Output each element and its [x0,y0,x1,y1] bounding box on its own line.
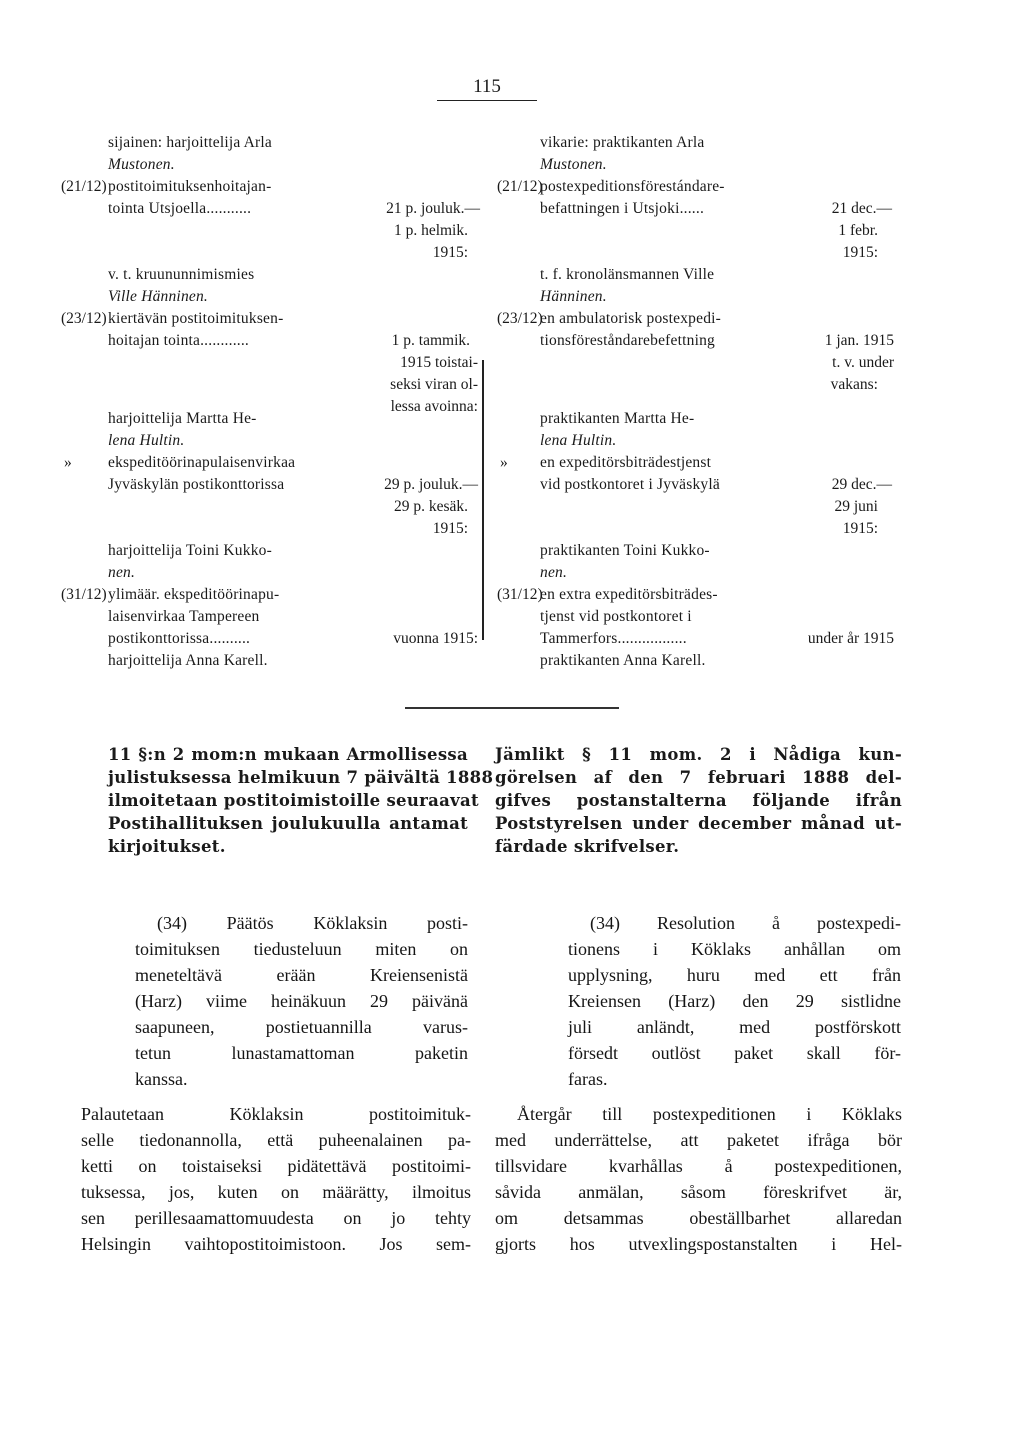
notice-line: Poststyrelsen under december månad ut- [495,814,902,833]
notice-swedish [495,743,902,858]
paragraph-line: meneteltävä erään Kreiensenistä [135,965,468,985]
page-number: 115 [437,76,537,101]
notice-line: julistuksessa helmikuun 7 päivältä 1888 [108,768,494,787]
reference-mark: (31/12) [61,586,107,603]
entry-line [540,198,704,220]
paragraph-line: ketti on toistaiseksi pidätettävä postitoimi- [81,1156,471,1176]
paragraph-line: sen perillesaamattomuudesta on jo tehty [81,1208,471,1228]
entry-line: nen. [108,564,136,581]
paragraph-line: Palautetaan Köklaksin postitoimituk- [81,1104,471,1124]
notice-line: färdade skrifvelser. [495,837,680,856]
reference-mark: (31/12) [497,586,543,603]
leader-dots: ............ [200,332,250,349]
item-34-body-finnish [81,1101,471,1257]
date-line: 1 jan. 1915 [824,332,894,349]
paragraph-line: försedt outlöst paket skall för- [568,1043,901,1063]
notice-line: 11 §:n 2 mom:n mukaan Armollisessa [108,745,468,764]
item-34-heading-swedish [568,910,901,1092]
entry-line: tionsföreståndarebefettning [540,332,715,349]
date-line: 29 dec.— [831,476,892,493]
paragraph-line: Återgår till postexpeditionen i Köklaks [517,1104,902,1124]
entry-line: Hänninen. [540,288,607,305]
date-line: 1915: [432,244,468,261]
entry-text: hoitajan tointa [108,332,201,349]
entry-text: tointa Utsjoella [108,200,207,217]
notice-line: Postihallituksen joulukuulla antamat [108,814,468,833]
entry-line: Ville Hänninen. [108,288,208,305]
column-rule [482,360,484,640]
date-line: vakans: [830,376,878,393]
paragraph-line: tetun lunastamattoman paketin [135,1043,468,1063]
date-line: 21 p. jouluk.— [386,200,480,217]
entry-line: Jyväskylän postikonttorissa [108,476,285,493]
reference-mark: (23/12) [61,310,107,327]
reference-mark: » [64,454,72,471]
entry-line: ekspeditöörinapulaisenvirkaa [108,454,296,471]
date-line: 1915: [432,520,468,537]
reference-mark: » [500,454,508,471]
paragraph-line: med underrättelse, att paketet ifråga bör [495,1130,902,1150]
date-line: 1 febr. [838,222,878,239]
paragraph-line: faras. [568,1069,608,1089]
notice-line: Jämlikt § 11 mom. 2 i Nådiga kun- [495,745,902,764]
leader-dots: ...... [679,200,705,217]
entry-line: laisenvirkaa Tampereen [108,608,260,625]
date-line: t. v. under [832,354,894,371]
date-line: 1 p. tammik. [391,332,470,349]
date-line: 1915 toistai- [400,354,478,371]
entry-line: tjenst vid postkontoret i [540,608,692,625]
entry-line: harjoittelija Anna Karell. [108,652,268,669]
date-line: vuonna 1915: [393,630,478,647]
paragraph-line: om detsammas obeställbarhet allaredan [495,1208,902,1228]
entry-line [108,628,250,650]
paragraph-line: såvida anmälan, såsom föreskrifvet är, [495,1182,902,1202]
reference-mark: (23/12) [497,310,543,327]
paragraph-line: selle tiedonannolla, että puheenalainen pa- [81,1130,471,1150]
entry-line: t. f. kronolänsmannen Ville [540,266,715,283]
reference-mark: (21/12) [61,178,107,195]
date-line: 1915: [842,244,878,261]
paragraph-line: (34) Päätös Köklaksin posti- [157,913,468,933]
paragraph-line: Helsingin vaihtopostitoimistoon. Jos sem- [81,1234,471,1254]
reference-mark: (21/12) [497,178,543,195]
paragraph-line: juli anländt, med postförskott [568,1017,901,1037]
paragraph-line: tionens i Köklaks anhållan om [568,939,901,959]
entry-line: harjoittelija Martta He- [108,410,257,427]
entry-line: Mustonen. [540,156,607,173]
date-line: 1 p. helmik. [393,222,468,239]
paragraph-line: gjorts hos utvexlingspostanstalten i Hel- [495,1234,902,1254]
entry-line: postitoimituksenhoitajan- [108,178,272,195]
entry-line: sijainen: harjoittelija Arla [108,134,272,151]
paragraph-line: tuksessa, jos, kuten on määrätty, ilmoitus [81,1182,471,1202]
entry-line: v. t. kruununnimismies [108,266,255,283]
leader-dots: ........... [206,200,252,217]
entry-line [108,330,249,352]
paragraph-line: saapuneen, postietuannilla varus- [135,1017,468,1037]
entry-line: kiertävän postitoimituksen- [108,310,284,327]
entry-text: befattningen i Utsjoki [540,200,680,217]
entry-line: vid postkontoret i Jyväskylä [540,476,720,493]
date-line: lessa avoinna: [390,398,478,415]
date-line: 29 p. kesäk. [393,498,468,515]
entry-text: postikonttorissa [108,630,210,647]
date-line: under år 1915 [807,630,894,647]
entry-line [108,198,251,220]
entry-line: lena Hultin. [540,432,617,449]
paragraph-line: toimituksen tiedusteluun miten on [135,939,468,959]
leader-dots: ................. [617,630,687,647]
entry-line: harjoittelija Toini Kukko- [108,542,272,559]
entry-line: en ambulatorisk postexpedi- [540,310,722,327]
date-line: 1915: [842,520,878,537]
entry-line: praktikanten Toini Kukko- [540,542,710,559]
date-line: 29 p. jouluk.— [384,476,478,493]
paragraph-line: (34) Resolution å postexpedi- [590,913,901,933]
notice-line: görelsen af den 7 februari 1888 del- [495,768,902,787]
date-line: 29 juni [834,498,878,515]
paragraph-line: Kreiensen (Harz) den 29 sistlidne [568,991,901,1011]
entry-text: Tammerfors [540,630,618,647]
entry-line: en expeditörsbiträdestjenst [540,454,712,471]
paragraph-line: upplysning, huru med ett från [568,965,901,985]
entry-line: en extra expeditörsbiträdes- [540,586,718,603]
section-separator [405,707,619,709]
entry-line [540,628,687,650]
entry-line: nen. [540,564,568,581]
entry-line: praktikanten Anna Karell. [540,652,706,669]
entry-line: ylimäär. ekspeditöörinapu- [108,586,280,603]
entry-line: Mustonen. [108,156,175,173]
notice-finnish [108,743,494,858]
paragraph-line: tillsvidare kvarhållas å postexpeditionen, [495,1156,902,1176]
date-line: 21 dec.— [831,200,892,217]
entry-line: postexpeditionsförestándare- [540,178,725,195]
entry-line: praktikanten Martta He- [540,410,695,427]
entry-line: lena Hultin. [108,432,185,449]
notice-line: ilmoitetaan postitoimistoille seuraavat [108,791,479,810]
item-34-body-swedish [495,1101,902,1257]
paragraph-line: (Harz) viime heinäkuun 29 päivänä [135,991,468,1011]
date-line: seksi viran ol- [390,376,478,393]
item-34-heading-finnish [135,910,468,1092]
entry-line: vikarie: praktikanten Arla [540,134,705,151]
notice-line: gifves postanstalterna följande ifrån [495,791,902,810]
paragraph-line: kanssa. [135,1069,188,1089]
leader-dots: .......... [209,630,251,647]
notice-line: kirjoitukset. [108,837,226,856]
